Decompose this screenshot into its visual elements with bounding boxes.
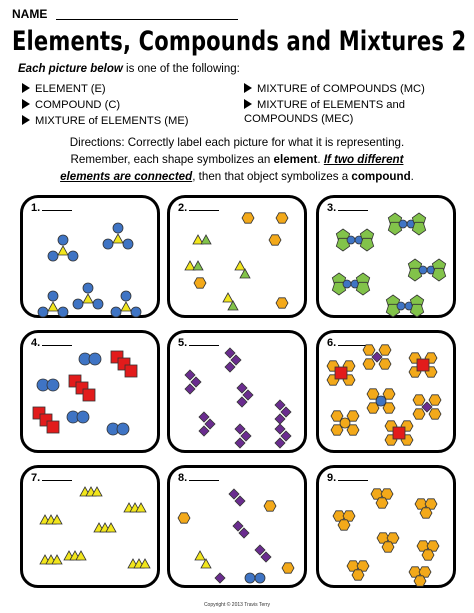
hexagon-atom [363, 345, 375, 355]
triangle-atom [193, 261, 203, 270]
option-compound [22, 98, 120, 112]
arrow-icon [22, 83, 30, 93]
circle-atom [73, 299, 83, 309]
square-atom [393, 427, 405, 439]
option-mixture-elements-compounds [244, 98, 464, 126]
hexagon-atom [379, 345, 391, 355]
hexagon-atom [413, 409, 425, 419]
panel-number: 4. [31, 337, 41, 349]
option-label: MIXTURE of ELEMENTS and COMPOUNDS (MEC) [244, 99, 405, 125]
diamond-atom [241, 431, 251, 441]
panel-number: 9. [327, 472, 337, 484]
intro-lead: Each picture below [18, 63, 123, 75]
circle-atom [89, 353, 101, 365]
hexagon-atom [429, 409, 441, 419]
dir-text: . [317, 153, 324, 166]
circle-atom [38, 307, 48, 317]
square-atom [125, 365, 137, 377]
circle-atom [117, 423, 129, 435]
pentagon-atom [360, 238, 373, 251]
circle-atom [93, 299, 103, 309]
picture-panel-3 [316, 195, 456, 318]
diamond-atom [275, 424, 285, 434]
dir-text: , then that object symbolizes a [192, 170, 352, 183]
hexagon-atom [420, 508, 432, 518]
panel-number: 5. [178, 337, 188, 349]
hexagon-atom [242, 213, 254, 223]
panel-number: 6. [327, 337, 337, 349]
arrow-icon [22, 99, 30, 109]
panel-number: 7. [31, 472, 41, 484]
arrow-icon [244, 99, 252, 109]
circle-atom [399, 220, 407, 228]
circle-atom [113, 223, 123, 233]
diamond-atom [372, 352, 382, 362]
intro-rest: is one of the following: [122, 63, 240, 75]
diamond-atom [185, 384, 195, 394]
option-mixture-elements [22, 114, 189, 128]
hexagon-atom [282, 563, 294, 573]
square-atom [47, 421, 59, 433]
triangle-atom [235, 261, 245, 270]
circle-atom [255, 573, 265, 583]
triangle-atom [121, 302, 131, 311]
dir-emph: element [273, 153, 318, 166]
diamond-atom [191, 377, 201, 387]
circle-atom [77, 411, 89, 423]
copyright-footer: Copyright © 2013 Travis Terry [203, 602, 271, 608]
diamond-atom [255, 545, 265, 555]
dir-text: . [410, 170, 414, 183]
picture-panel-9 [316, 465, 456, 588]
panel-number: 3. [327, 202, 337, 214]
option-label: MIXTURE of ELEMENTS (ME) [35, 115, 189, 127]
circle-atom [340, 418, 350, 428]
circle-atom [131, 307, 141, 317]
triangle-atom [201, 235, 211, 244]
triangle-atom [223, 293, 233, 302]
circle-atom [47, 379, 59, 391]
diamond-atom [199, 412, 209, 422]
hexagon-atom [338, 520, 350, 530]
panel-number: 8. [178, 472, 188, 484]
panel-art [23, 333, 163, 456]
panel-number: 2. [178, 202, 188, 214]
diamond-atom [261, 552, 271, 562]
circle-atom [347, 236, 355, 244]
option-label: MIXTURE of COMPOUNDS (MC) [257, 83, 425, 95]
hexagon-atom [422, 550, 434, 560]
arrow-icon [22, 115, 30, 125]
hexagon-atom [276, 298, 288, 308]
directions-line-1: Directions: Correctly label each picture for what it is representing. [69, 136, 405, 149]
pentagon-atom [356, 282, 369, 295]
diamond-atom [275, 414, 285, 424]
option-mixture-compounds [244, 82, 425, 96]
dir-emph: elements are connected [60, 170, 193, 183]
circle-atom [419, 266, 427, 274]
intro-text [18, 63, 240, 75]
circle-atom [121, 291, 131, 301]
diamond-atom [233, 521, 243, 531]
picture-panel-8 [167, 465, 307, 588]
hexagon-atom [178, 513, 190, 523]
diamond-atom [237, 383, 247, 393]
square-atom [335, 367, 347, 379]
directions-line-2 [14, 152, 460, 168]
circle-atom [343, 280, 351, 288]
panel-art [23, 198, 163, 321]
dir-emph: compound [351, 170, 411, 183]
arrow-icon [244, 83, 252, 93]
pentagon-atom [432, 268, 445, 281]
circle-atom [83, 283, 93, 293]
panel-art [319, 468, 459, 591]
diamond-atom [235, 496, 245, 506]
hexagon-atom [414, 576, 426, 586]
square-atom [83, 389, 95, 401]
triangle-atom [58, 246, 68, 255]
circle-atom [58, 235, 68, 245]
diamond-atom [243, 390, 253, 400]
circle-atom [111, 307, 121, 317]
circle-atom [103, 239, 113, 249]
diamond-atom [225, 362, 235, 372]
diamond-atom [235, 424, 245, 434]
name-label: NAME [12, 7, 48, 21]
diamond-atom [225, 348, 235, 358]
picture-panel-6 [316, 330, 456, 453]
diamond-atom [199, 426, 209, 436]
dir-emph: If two different [323, 153, 404, 166]
triangle-atom [48, 302, 58, 311]
circle-atom [397, 302, 405, 310]
hexagon-atom [429, 395, 441, 405]
diamond-atom [185, 370, 195, 380]
circle-atom [376, 396, 386, 406]
diamond-atom [235, 438, 245, 448]
page-title: Elements, Compounds and Mixtures 2 [12, 26, 467, 57]
diamond-atom [205, 419, 215, 429]
picture-panel-1 [20, 195, 160, 318]
hexagon-atom [413, 395, 425, 405]
diamond-atom [215, 573, 225, 583]
panel-art [23, 468, 163, 591]
diamond-atom [275, 438, 285, 448]
diamond-atom [281, 407, 291, 417]
panel-art [319, 198, 459, 321]
pentagon-atom [412, 222, 425, 235]
hexagon-atom [194, 278, 206, 288]
panel-art [319, 333, 459, 456]
hexagon-atom [382, 542, 394, 552]
circle-atom [68, 251, 78, 261]
option-label: ELEMENT (E) [35, 83, 106, 95]
circle-atom [245, 573, 255, 583]
diamond-atom [231, 355, 241, 365]
circle-atom [48, 251, 58, 261]
hexagon-atom [379, 359, 391, 369]
directions-line-3 [14, 169, 460, 185]
diamond-atom [281, 431, 291, 441]
panel-art [170, 333, 310, 456]
panel-art [170, 198, 310, 321]
circle-atom [48, 291, 58, 301]
hexagon-atom [269, 235, 281, 245]
diamond-atom [237, 397, 247, 407]
name-line[interactable] [56, 19, 238, 20]
hexagon-atom [376, 498, 388, 508]
diamond-atom [239, 528, 249, 538]
diamond-atom [229, 489, 239, 499]
diamond-atom [275, 400, 285, 410]
hexagon-atom [264, 501, 276, 511]
picture-panel-5 [167, 330, 307, 453]
circle-atom [123, 239, 133, 249]
hexagon-atom [352, 570, 364, 580]
pentagon-atom [410, 304, 423, 317]
circle-atom [58, 307, 68, 317]
picture-panel-4 [20, 330, 160, 453]
option-element [22, 82, 106, 96]
hexagon-atom [276, 213, 288, 223]
panel-art [170, 468, 310, 591]
triangle-atom [83, 294, 93, 303]
square-atom [417, 359, 429, 371]
picture-panel-7 [20, 465, 160, 588]
triangle-atom [113, 234, 123, 243]
dir-text: Remember, each shape symbolizes an [70, 153, 274, 166]
picture-panel-2 [167, 195, 307, 318]
triangle-atom [195, 551, 205, 560]
panel-number: 1. [31, 202, 41, 214]
diamond-atom [422, 402, 432, 412]
hexagon-atom [363, 359, 375, 369]
option-label: COMPOUND (C) [35, 99, 121, 111]
